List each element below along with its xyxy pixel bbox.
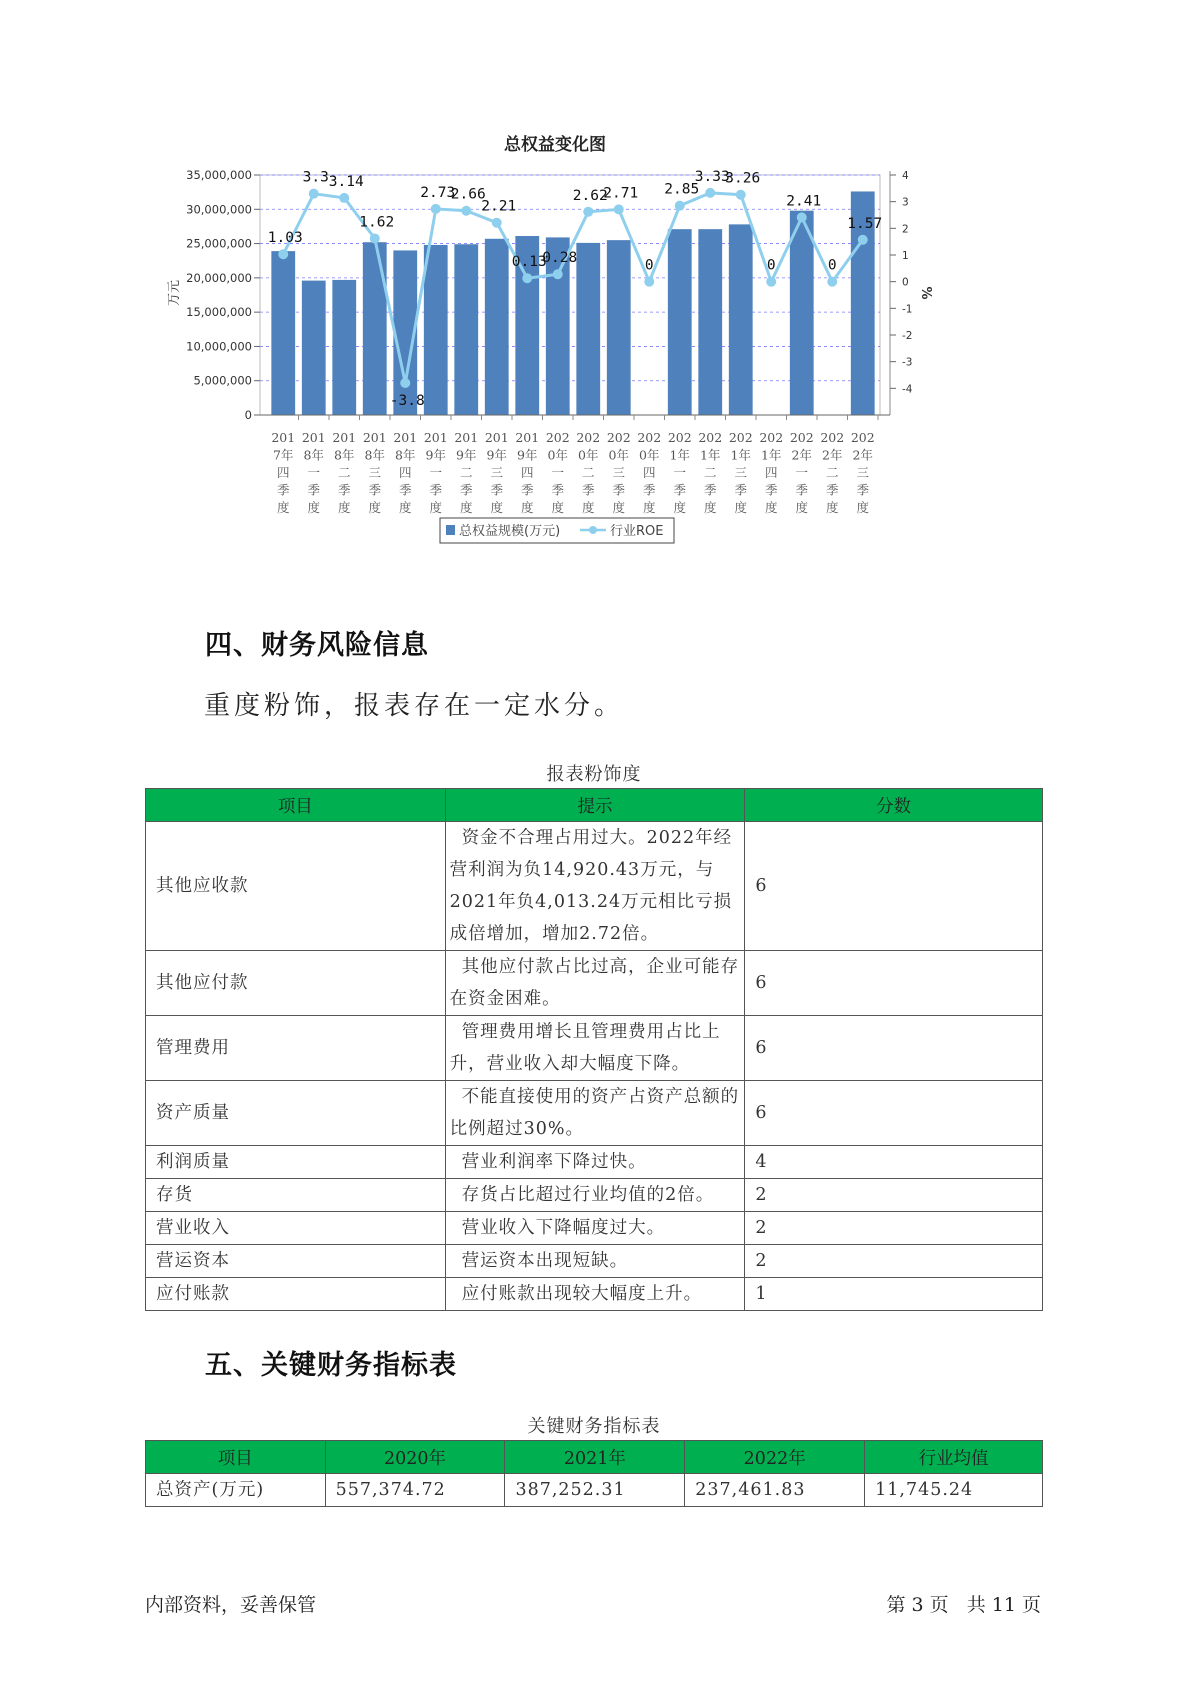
risk-tip-text: 其他应付款占比过高，企业可能存在资金困难。 — [449, 957, 740, 1009]
x-tick-label: 度 — [490, 500, 504, 515]
x-tick-label: 度 — [825, 500, 839, 515]
roe-data-label: 2.62 — [572, 187, 608, 204]
kpi-header-2022: 2022年 — [685, 1441, 865, 1474]
x-tick-label: 一 — [795, 465, 809, 480]
kpi-header-item: 项目 — [146, 1441, 326, 1474]
section-four-heading: 四、财务风险信息 — [205, 630, 429, 661]
roe-point — [431, 204, 441, 214]
x-tick-label: 9年 — [486, 447, 507, 463]
x-tick-label: 2年 — [852, 447, 873, 463]
x-tick-label: 201 — [484, 430, 509, 445]
x-tick-label: 季 — [856, 482, 870, 498]
table-row — [146, 1212, 1043, 1245]
x-tick-label: 8年 — [334, 447, 355, 463]
x-tick-label: 1年 — [761, 447, 782, 463]
x-tick-label: 度 — [795, 500, 809, 515]
chart-title: 总权益变化图 — [504, 135, 606, 155]
y2-tick-label: 2 — [902, 223, 909, 236]
x-tick-label: 202 — [667, 430, 692, 445]
y-axis-left — [186, 168, 260, 422]
y-tick-label: 10,000,000 — [186, 339, 252, 354]
x-tick-label: 0年 — [639, 447, 660, 463]
x-tick-label: 二 — [825, 465, 839, 480]
kpi-cell-2022: 237,461.83 — [685, 1474, 865, 1507]
x-tick-label: 季 — [307, 482, 321, 498]
roe-point — [583, 207, 593, 217]
risk-tip-text: 管理费用增长且管理费用占比上升，营业收入却大幅度下降。 — [449, 1022, 721, 1074]
x-tick-label: 四 — [642, 465, 656, 480]
x-tick-label: 度 — [673, 500, 687, 515]
risk-tip-text: 资金不合理占用过大。2022年经营利润为负14,920.43万元，与2021年负4,013.24万元相比亏损成倍增加，增加2.72倍。 — [449, 828, 733, 944]
risk-score: 2 — [745, 1245, 1043, 1278]
y2-tick-label: 1 — [902, 250, 909, 262]
y2-tick-label: -4 — [902, 383, 913, 396]
x-tick-label: 202 — [637, 430, 662, 445]
x-tick-label: 0年 — [608, 447, 629, 463]
y2-tick-label: 4 — [902, 170, 909, 182]
x-tick-label: 一 — [429, 465, 443, 480]
legend-bar-swatch — [446, 525, 455, 535]
x-tick-label: 三 — [368, 465, 382, 480]
risk-tip-text: 营业利润率下降过快。 — [461, 1152, 647, 1172]
header-item: 项目 — [146, 789, 446, 822]
x-tick-label: 度 — [734, 500, 748, 515]
risk-tip — [445, 951, 745, 1016]
table-row — [146, 1245, 1043, 1278]
risk-score: 2 — [745, 1179, 1043, 1212]
x-tick-label: 季 — [612, 482, 626, 498]
x-tick-label: 201 — [515, 430, 540, 445]
x-tick-label: 季 — [642, 482, 656, 498]
y2-tick-label: 3 — [902, 196, 909, 209]
x-tick-label: 0年 — [578, 447, 599, 463]
roe-data-label: 1.62 — [359, 214, 395, 231]
bar — [454, 244, 478, 415]
x-tick-label: 季 — [764, 482, 778, 498]
roe-data-label: 2.85 — [664, 181, 700, 198]
kpi-cell-item: 总资产(万元) — [146, 1474, 326, 1507]
x-tick-label: 0年 — [547, 447, 568, 463]
x-tick-label: 201 — [393, 430, 418, 445]
risk-score: 4 — [745, 1146, 1043, 1179]
y-axis-right-label: % — [918, 286, 933, 300]
roe-data-label: 2.21 — [481, 198, 517, 215]
roe-data-label: 0.28 — [542, 250, 578, 267]
y2-tick-label: -2 — [902, 330, 913, 342]
x-tick-label: 四 — [764, 465, 778, 480]
legend-line-label: 行业ROE — [610, 524, 664, 539]
kpi-header-2021: 2021年 — [505, 1441, 685, 1474]
y2-tick-label: -3 — [902, 356, 913, 369]
risk-tip — [445, 1146, 745, 1179]
x-tick-label: 度 — [459, 500, 473, 515]
legend-line-marker — [589, 526, 597, 534]
bar — [424, 245, 448, 415]
x-tick-label: 201 — [271, 430, 296, 445]
roe-data-label: 2.41 — [786, 193, 822, 210]
risk-tip-text: 营运资本出现短缺。 — [461, 1251, 629, 1271]
x-tick-label: 202 — [820, 430, 845, 445]
roe-data-label: 0 — [644, 257, 654, 274]
x-tick-label: 201 — [423, 430, 448, 445]
risk-item: 利润质量 — [146, 1146, 446, 1179]
roe-data-label: 2.73 — [420, 184, 456, 201]
x-tick-label: 2年 — [822, 447, 843, 463]
roe-point — [309, 189, 319, 199]
x-tick-label: 季 — [673, 482, 687, 498]
x-tick-label: 三 — [856, 465, 870, 480]
roe-point — [858, 235, 868, 245]
x-tick-label: 度 — [276, 500, 290, 515]
roe-point — [705, 188, 715, 198]
x-tick-label: 度 — [307, 500, 321, 515]
table-row — [146, 1016, 1043, 1081]
x-tick-label: 9年 — [456, 447, 477, 463]
roe-point — [492, 218, 502, 228]
x-tick-label: 201 — [332, 430, 357, 445]
x-tick-label: 9年 — [517, 447, 538, 463]
risk-item: 营运资本 — [146, 1245, 446, 1278]
footer-note: 内部资料，妥善保管 — [145, 1594, 317, 1616]
risk-tip — [445, 1212, 745, 1245]
x-tick-label: 四 — [276, 465, 290, 480]
roe-data-label: 1.57 — [847, 215, 883, 232]
roe-point — [553, 269, 563, 279]
y-axis-right — [890, 170, 913, 415]
risk-score: 2 — [745, 1212, 1043, 1245]
x-tick-label: 二 — [581, 465, 595, 480]
risk-item: 资产质量 — [146, 1081, 446, 1146]
kpi-cell-2020: 557,374.72 — [325, 1474, 505, 1507]
y-tick-label: 20,000,000 — [186, 270, 252, 285]
x-tick-label: 度 — [551, 500, 565, 515]
x-tick-label: 度 — [703, 500, 717, 515]
risk-score: 1 — [745, 1278, 1043, 1311]
roe-point — [614, 204, 624, 214]
risk-score: 6 — [745, 822, 1043, 951]
risk-item: 其他应收款 — [146, 822, 446, 951]
x-tick-label: 季 — [703, 482, 717, 498]
bar — [302, 281, 326, 415]
risk-tip — [445, 1179, 745, 1212]
roe-point — [644, 277, 654, 287]
x-tick-label: 度 — [856, 500, 870, 515]
legend-bar-label: 总权益规模(万元) — [459, 524, 561, 539]
x-axis — [260, 415, 890, 515]
risk-item: 营业收入 — [146, 1212, 446, 1245]
roe-point — [400, 378, 410, 388]
roe-point — [339, 193, 349, 203]
kpi-cell-2021: 387,252.31 — [505, 1474, 685, 1507]
risk-tip-text: 应付账款出现较大幅度上升。 — [461, 1284, 703, 1304]
risk-table — [145, 788, 1043, 1311]
bar — [271, 251, 295, 415]
kpi-cell-industry-avg: 11,745.24 — [865, 1474, 1043, 1507]
roe-data-label: 0 — [827, 257, 837, 274]
roe-point — [278, 249, 288, 259]
roe-data-label: 2.66 — [450, 186, 486, 203]
x-tick-label: 度 — [612, 500, 626, 515]
y-tick-label: 15,000,000 — [186, 305, 252, 320]
x-tick-label: 季 — [581, 482, 595, 498]
risk-tip — [445, 1016, 745, 1081]
roe-point — [370, 233, 380, 243]
risk-table-caption: 报表粉饰度 — [546, 764, 642, 785]
x-tick-label: 202 — [850, 430, 875, 445]
x-tick-label: 度 — [581, 500, 595, 515]
x-tick-label: 三 — [734, 465, 748, 480]
x-tick-label: 四 — [520, 465, 534, 480]
roe-point — [675, 201, 685, 211]
x-tick-label: 季 — [429, 482, 443, 498]
roe-point — [797, 212, 807, 222]
bar — [576, 243, 600, 415]
x-tick-label: 9年 — [425, 447, 446, 463]
x-tick-label: 二 — [459, 465, 473, 480]
bar — [668, 229, 692, 415]
x-tick-label: 二 — [703, 465, 717, 480]
x-tick-label: 202 — [759, 430, 784, 445]
section-five-heading: 五、关键财务指标表 — [205, 1350, 457, 1381]
roe-point — [461, 206, 471, 216]
bar — [485, 239, 509, 415]
x-tick-label: 三 — [490, 465, 504, 480]
y2-tick-label: -1 — [902, 303, 913, 316]
x-tick-label: 度 — [398, 500, 412, 515]
roe-data-label: 0 — [766, 257, 776, 274]
table-row — [146, 951, 1043, 1016]
y-tick-label: 35,000,000 — [186, 168, 252, 182]
x-tick-label: 202 — [545, 430, 570, 445]
risk-item: 管理费用 — [146, 1016, 446, 1081]
x-tick-label: 1年 — [669, 447, 690, 463]
x-tick-label: 度 — [642, 500, 656, 515]
header-tip: 提示 — [445, 789, 745, 822]
roe-point — [736, 190, 746, 200]
roe-data-label: 3.33 — [694, 168, 730, 185]
bar — [729, 224, 753, 415]
x-tick-label: 季 — [825, 482, 839, 498]
x-tick-label: 三 — [612, 465, 626, 480]
bar — [363, 242, 387, 415]
x-tick-label: 季 — [398, 482, 412, 498]
table-row — [146, 1474, 1043, 1507]
x-tick-label: 度 — [520, 500, 534, 515]
x-tick-label: 季 — [368, 482, 382, 498]
x-tick-label: 度 — [764, 500, 778, 515]
roe-data-label: 2.71 — [603, 185, 639, 202]
x-tick-label: 季 — [490, 482, 504, 498]
y-axis-left-label: 万元 — [167, 279, 182, 307]
x-tick-label: 度 — [368, 500, 382, 515]
bar — [607, 240, 631, 415]
risk-score: 6 — [745, 1081, 1043, 1146]
roe-data-label: -3.8 — [389, 393, 425, 409]
x-tick-label: 四 — [398, 465, 412, 480]
roe-data-label: 0.13 — [511, 254, 547, 271]
x-tick-label: 8年 — [303, 447, 324, 463]
x-tick-label: 8年 — [395, 447, 416, 463]
bar — [332, 280, 356, 415]
x-tick-label: 季 — [520, 482, 534, 498]
risk-tip-text: 存货占比超过行业均值的2倍。 — [461, 1185, 715, 1205]
x-tick-label: 202 — [606, 430, 631, 445]
x-tick-label: 一 — [307, 465, 321, 480]
risk-tip-text: 不能直接使用的资产占资产总额的比例超过30%。 — [449, 1087, 740, 1139]
roe-point — [766, 277, 776, 287]
kpi-header-industry-avg: 行业均值 — [865, 1441, 1043, 1474]
x-tick-label: 度 — [429, 500, 443, 515]
y-tick-label: 5,000,000 — [193, 373, 252, 388]
risk-table-header — [146, 789, 1043, 822]
x-tick-label: 1年 — [730, 447, 751, 463]
risk-item: 存货 — [146, 1179, 446, 1212]
header-score: 分数 — [745, 789, 1043, 822]
x-tick-label: 2年 — [791, 447, 812, 463]
risk-tip-text: 营业收入下降幅度过大。 — [461, 1218, 666, 1238]
risk-score: 6 — [745, 951, 1043, 1016]
bar — [790, 211, 814, 415]
x-tick-label: 7年 — [273, 447, 294, 463]
kpi-table — [145, 1440, 1043, 1507]
roe-data-label: 3.26 — [725, 170, 761, 187]
table-row — [146, 1081, 1043, 1146]
risk-summary: 重度粉饰，报表存在一定水分。 — [204, 691, 625, 721]
table-row — [146, 1278, 1043, 1311]
roe-data-label: 3.3 — [302, 169, 329, 186]
x-tick-label: 201 — [301, 430, 326, 445]
risk-tip — [445, 822, 745, 951]
risk-tip — [445, 1081, 745, 1146]
table-row — [146, 1146, 1043, 1179]
x-tick-label: 二 — [337, 465, 351, 480]
kpi-header-2020: 2020年 — [325, 1441, 505, 1474]
table-row — [146, 1179, 1043, 1212]
roe-point — [522, 273, 532, 283]
x-tick-label: 202 — [576, 430, 601, 445]
roe-point — [827, 277, 837, 287]
y-tick-label: 0 — [244, 408, 252, 422]
x-tick-label: 201 — [454, 430, 479, 445]
x-tick-label: 202 — [789, 430, 814, 445]
x-tick-label: 一 — [551, 465, 565, 480]
risk-score: 6 — [745, 1016, 1043, 1081]
x-tick-label: 一 — [673, 465, 687, 480]
risk-item: 其他应付款 — [146, 951, 446, 1016]
kpi-table-header — [146, 1441, 1043, 1474]
x-tick-label: 季 — [459, 482, 473, 498]
x-tick-label: 度 — [337, 500, 351, 515]
roe-data-label: 1.03 — [267, 230, 303, 247]
kpi-table-caption: 关键财务指标表 — [527, 1416, 661, 1437]
risk-tip — [445, 1278, 745, 1311]
bar — [698, 229, 722, 415]
x-tick-label: 季 — [734, 482, 748, 498]
risk-item: 应付账款 — [146, 1278, 446, 1311]
y2-tick-label: 0 — [902, 276, 909, 289]
page-number: 第 3 页 共 11 页 — [886, 1594, 1041, 1616]
x-tick-label: 202 — [698, 430, 723, 445]
risk-tip — [445, 1245, 745, 1278]
x-tick-label: 季 — [551, 482, 565, 498]
y-tick-label: 25,000,000 — [186, 236, 252, 251]
x-tick-label: 202 — [728, 430, 753, 445]
x-tick-label: 201 — [362, 430, 387, 445]
chart-legend — [440, 518, 674, 543]
y-tick-label: 30,000,000 — [186, 202, 252, 217]
table-row — [146, 822, 1043, 951]
x-tick-label: 季 — [795, 482, 809, 498]
roe-data-label: 3.14 — [328, 173, 364, 190]
x-tick-label: 季 — [337, 482, 351, 498]
x-tick-label: 季 — [276, 482, 290, 498]
x-tick-label: 1年 — [700, 447, 721, 463]
total-equity-chart — [167, 130, 933, 590]
x-tick-label: 8年 — [364, 447, 385, 463]
